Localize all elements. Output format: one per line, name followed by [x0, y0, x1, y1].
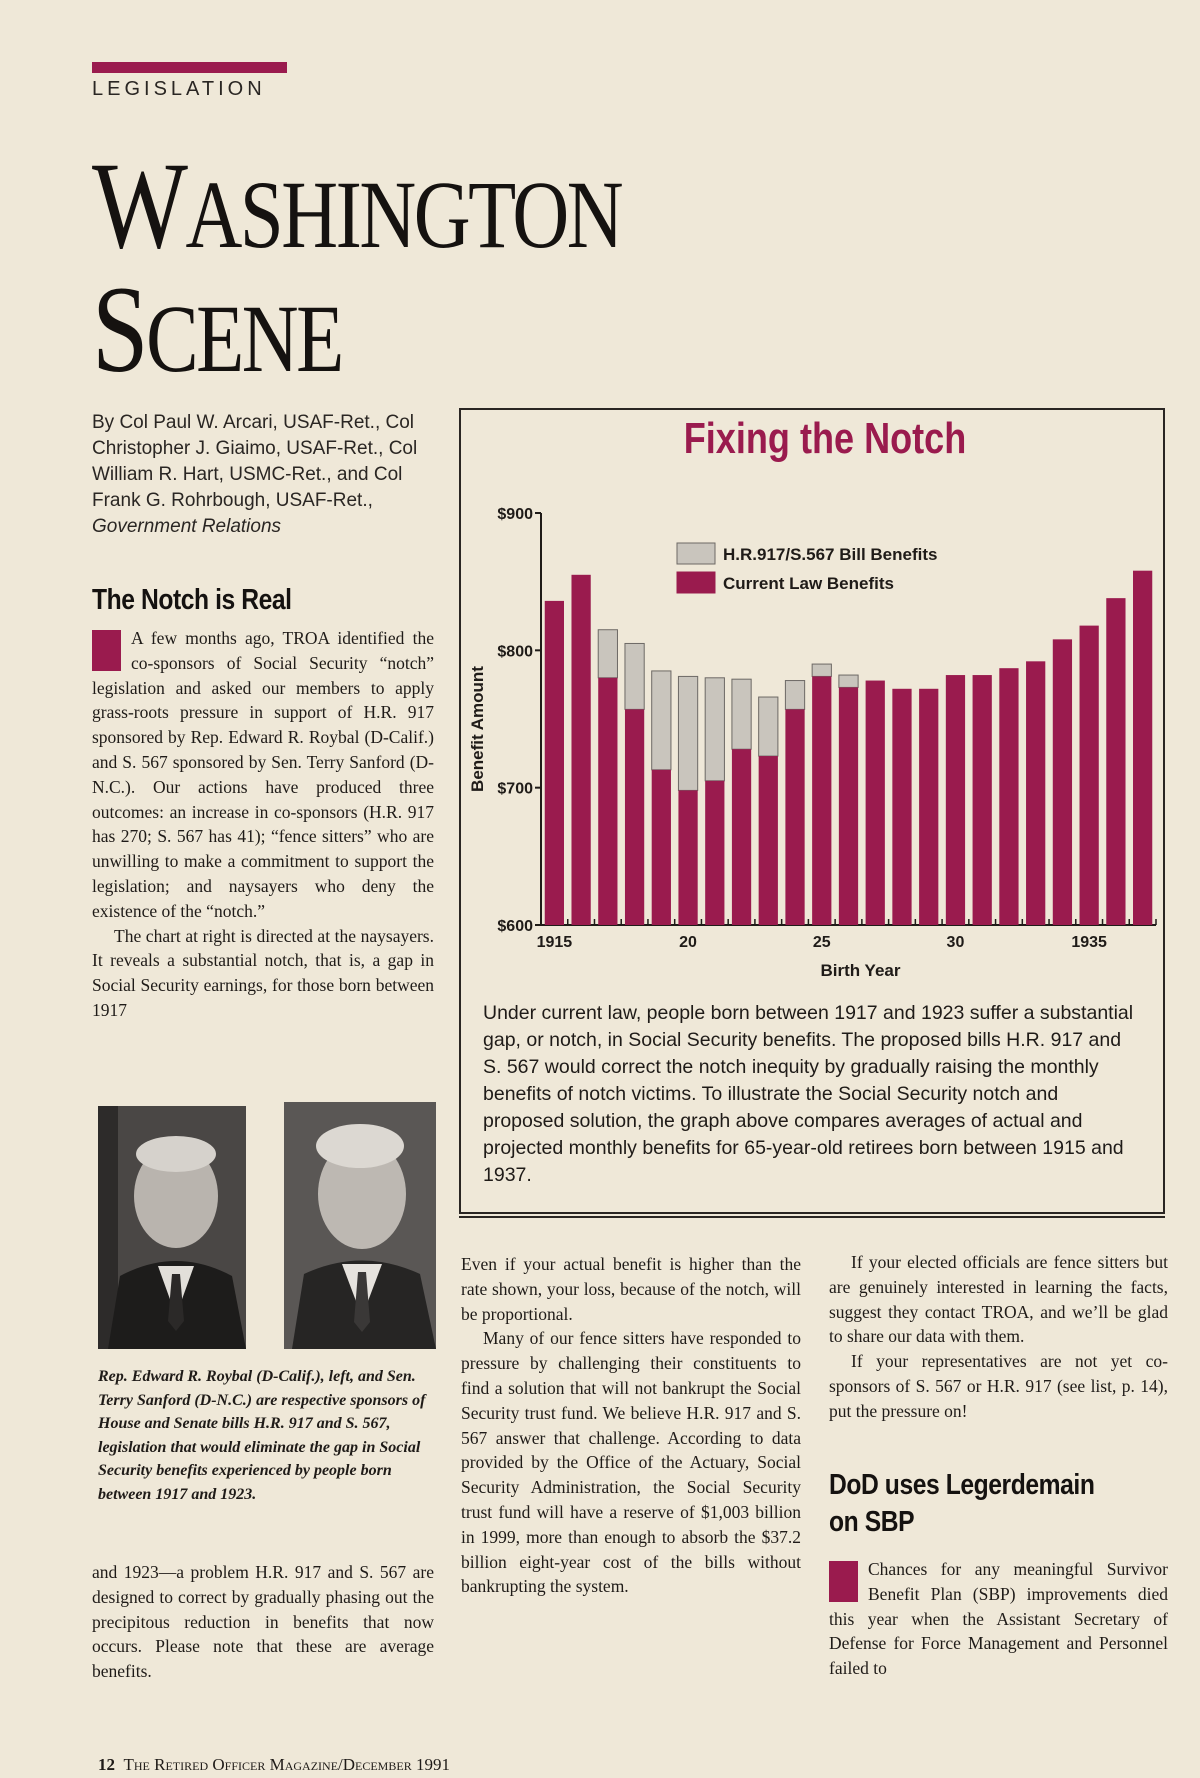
- x-tick-label: 20: [679, 934, 697, 951]
- section-label: LEGISLATION: [92, 78, 266, 100]
- bar-current-1919: [652, 770, 671, 925]
- photo-caption: Rep. Edward R. Roybal (D-Calif.), left, and Sen. Terry Sanford (D-N.C.) are respective sponsors of House and Senate bills H.R. 917 and S. 567, legislation that would eliminate the gap in Social Security benefits experienced by people born between 1917 and 1923.: [98, 1368, 426, 1503]
- legend-current-swatch: [677, 572, 715, 593]
- column-1-top: A few months ago, TROA identified the co-sponsors of Social Security “notch” legislation and asked our members to apply grass-roots pressure in support of H.R. 917 sponsored by Rep. Edward R. Roybal (D-Calif.) and S. 567 sponsored by Sen. Terry Sanford (D-N.C.). Our actions have produced three outcomes: an increase in co-sponsors (H.R. 917 has 270; S. 567 has 41); “fence sitters” who are unwilling to make a commitment to support the legislation; and naysayers who deny the existence of the “notch.” The chart at right is directed at the naysayers. It reveals a substantial notch, that is, a gap in Social Security earnings, for those born between 1917: [92, 628, 434, 1020]
- bar-current-1915: [545, 601, 564, 925]
- column-1-bottom: and 1923—a problem H.R. 917 and S. 567 are designed to correct by gradually phasing out the precipitous reduction in benefits that now occurs. Please note that these are average benefits.: [92, 1562, 434, 1682]
- heading-dod-sbp: DoD uses Legerdemain on SBP: [829, 1469, 1095, 1538]
- byline: By Col Paul W. Arcari, USAF-Ret., Col Christopher J. Giaimo, USAF-Ret., Col William R. Hart, USMC-Ret., and Col Frank G. Rohrbough, USAF-Ret., Government Relations: [92, 412, 418, 537]
- bar-bill-1925: [812, 664, 831, 676]
- bar-current-1930: [946, 675, 965, 925]
- bar-current-1934: [1053, 639, 1072, 925]
- bar-bill-1924: [785, 681, 804, 710]
- divider-rule: [459, 1216, 1165, 1218]
- bar-current-1917: [598, 678, 617, 925]
- x-tick-label: 25: [812, 934, 831, 951]
- bar-current-1916: [571, 575, 590, 925]
- notch-chart: [461, 410, 1163, 990]
- section-bar: [92, 62, 287, 73]
- column-3-bottom: Chances for any meaningful Survivor Benefit Plan (SBP) improvements died this year when the Assistant Secretary of Defense for Force Management and Personnel failed to: [829, 1559, 1168, 1679]
- x-tick-label: 1935: [1071, 934, 1107, 951]
- bar-bill-1919: [652, 671, 671, 770]
- bar-current-1929: [919, 689, 938, 925]
- bar-bill-1922: [732, 679, 751, 749]
- legend-bill-swatch: [677, 543, 715, 564]
- legend-current-label: Current Law Benefits: [723, 574, 894, 593]
- bar-bill-1923: [759, 697, 778, 756]
- bar-current-1921: [705, 781, 724, 925]
- x-axis-label: Birth Year: [820, 961, 901, 980]
- bar-current-1931: [973, 675, 992, 925]
- chart-title: Fixing the Notch: [683, 413, 967, 463]
- bar-current-1935: [1080, 626, 1099, 925]
- chart-caption: Under current law, people born between 1917 and 1923 suffer a substantial gap, or notch, in Social Security benefits. The proposed bills H.R. 917 and S. 567 would correct the notch inequity by gradually raising the monthly benefits of notch victims. To illustrate the Social Security notch and proposed solution, the graph above compares averages of actual and projected monthly benefits for 65-year-old retirees born between 1915 and 1937.: [483, 1002, 1134, 1186]
- bar-bill-1920: [678, 676, 697, 790]
- heading-notch-is-real: The Notch is Real: [92, 584, 292, 616]
- bar-current-1922: [732, 749, 751, 925]
- y-tick-label: $800: [497, 643, 533, 661]
- column-3-top: If your elected officials are fence sitters but are genuinely interested in learning the facts, suggest they contact TROA, and we’ll be glad to share our data with them. If your representatives are not yet co-sponsors of S. 567 or H.R. 917 (see list, p. 14), put the pressure on!: [829, 1252, 1168, 1421]
- bar-current-1925: [812, 676, 831, 925]
- y-axis-label: Benefit Amount: [468, 666, 487, 792]
- page-footer: 12 The Retired Officer Magazine/December 1991: [98, 1755, 450, 1774]
- x-tick-label: 30: [946, 934, 965, 951]
- bar-current-1920: [678, 790, 697, 925]
- bar-bill-1926: [839, 675, 858, 687]
- y-tick-label: $900: [497, 506, 533, 523]
- bar-current-1927: [866, 681, 885, 925]
- y-tick-label: $700: [497, 780, 533, 798]
- page-title: WASHINGTON SCENE: [92, 137, 622, 398]
- y-tick-label: $600: [497, 918, 533, 935]
- bar-bill-1918: [625, 643, 644, 709]
- photo-roybal: [98, 1106, 246, 1349]
- x-tick-label: 1915: [536, 934, 573, 951]
- bar-current-1926: [839, 687, 858, 925]
- bar-bill-1917: [598, 630, 617, 678]
- bar-current-1924: [785, 709, 804, 925]
- bar-current-1923: [759, 756, 778, 925]
- column-2: Even if your actual benefit is higher than the rate shown, your loss, because of the notch, will be proportional. Many of our fence sitters have responded to pressure by challenging their constituents to find a solution that will not bankrupt the Social Security trust fund. We believe H.R. 917 and S. 567 answer that challenge. According to data provided by the Office of the Actuary, Social Security Administration, the Social Security trust fund will have a reserve of $1,003 billion in 1999, more than enough to absorb the $37.2 billion eight-year cost of the bills without bankrupting the system.: [461, 1254, 801, 1597]
- bar-current-1918: [625, 709, 644, 925]
- bar-current-1933: [1026, 661, 1045, 925]
- bar-bill-1921: [705, 678, 724, 781]
- drop-square: [829, 1561, 858, 1602]
- bar-current-1937: [1133, 571, 1152, 925]
- photo-sanford: [284, 1102, 436, 1349]
- legend-bill-label: H.R.917/S.567 Bill Benefits: [723, 545, 938, 564]
- drop-square: [92, 630, 121, 671]
- bar-current-1932: [999, 668, 1018, 925]
- bar-current-1936: [1106, 598, 1125, 925]
- bar-current-1928: [892, 689, 911, 925]
